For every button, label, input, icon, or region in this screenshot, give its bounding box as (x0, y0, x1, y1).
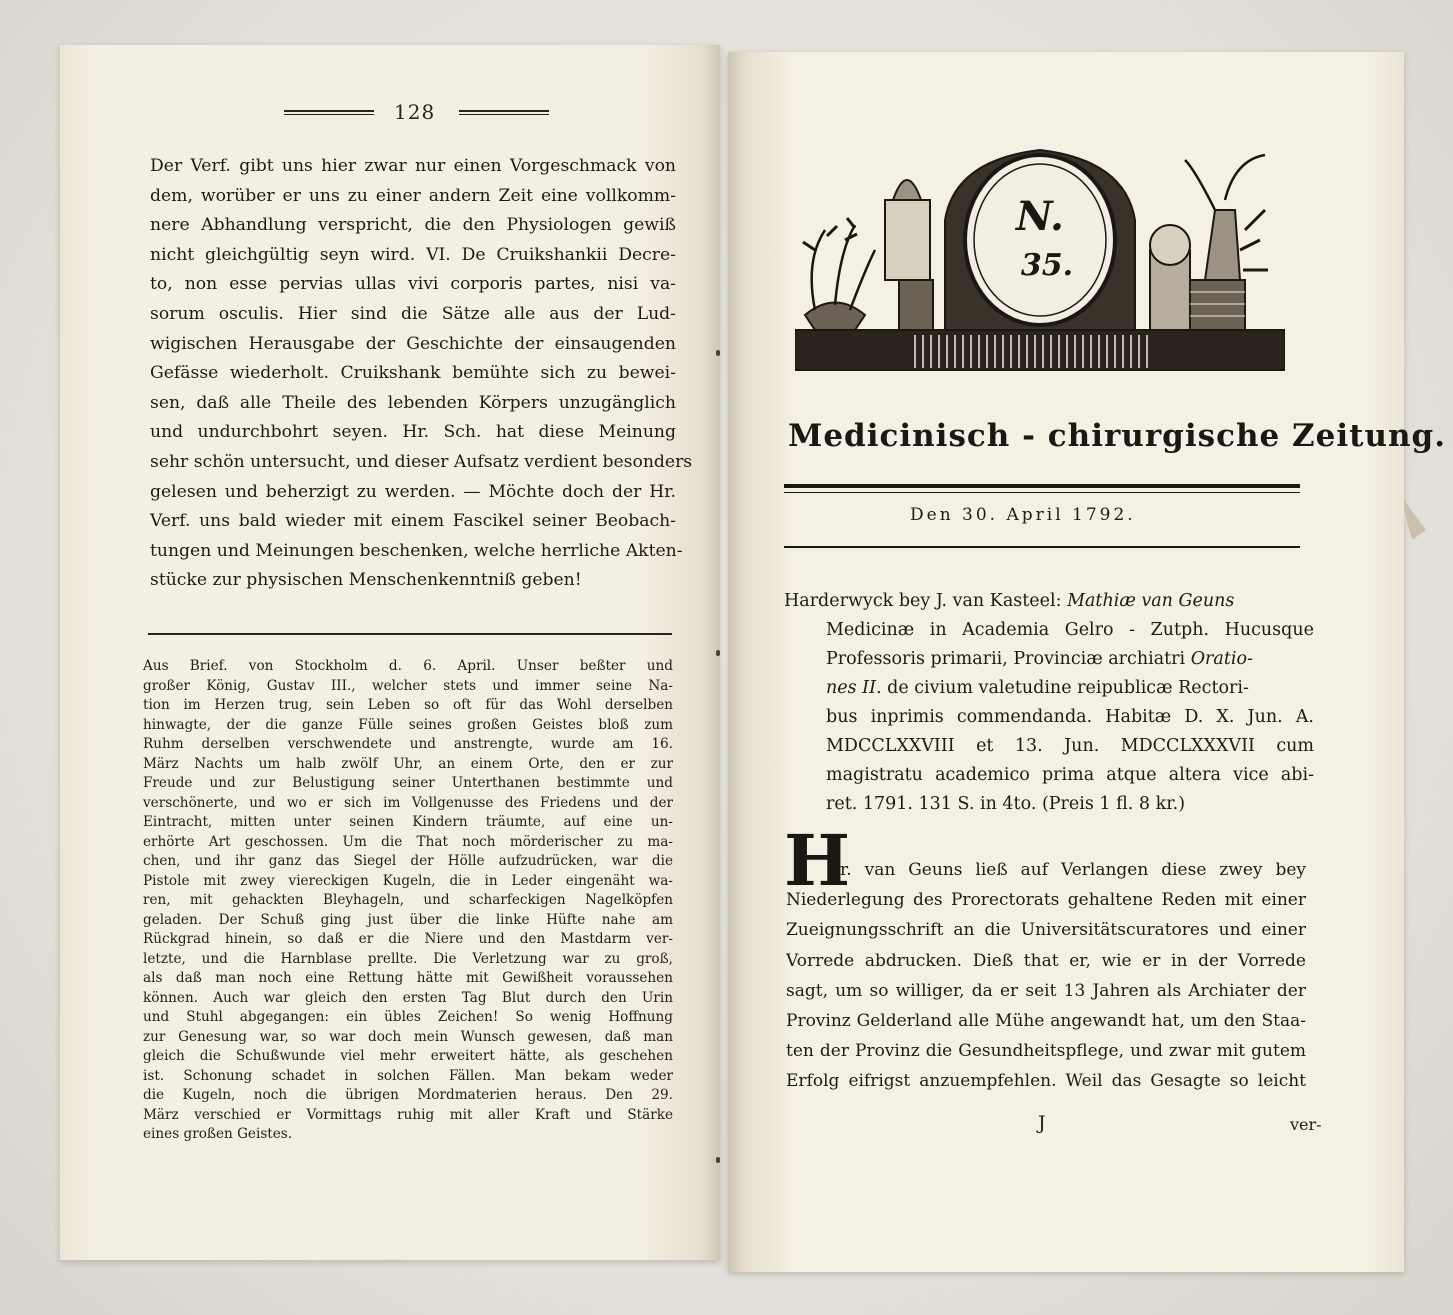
review-heading-line: magistratu academico prima atque altera vice abi- (826, 765, 1314, 785)
issue-number-label: N. (1016, 193, 1064, 240)
text-line: to, non esse pervias ullas vivi corporis partes, nisi va- (150, 274, 676, 295)
text-line: Provinz Gelderland alle Mühe angewandt hat, um den Staa- (786, 1011, 1306, 1032)
notice-line: und Stuhl abgegangen: ein übles Zeichen! So wenig Hoffnung (143, 1009, 673, 1025)
right-body-text (786, 855, 1306, 1097)
notice-line: als daß man noch eine Rettung hätte mit Gewißheit voraussehen (143, 970, 673, 986)
notice-line: verschönerte, und wo er sich im Vollgenusse des Friedens und der (143, 794, 673, 811)
notice-line: gleich die Schußwunde viel mehr erweitert hätte, als geschehen (143, 1048, 673, 1064)
text-line: ten der Provinz die Gesundheitspflege, und zwar mit gutem (786, 1041, 1306, 1062)
header-rule-right (459, 110, 549, 115)
review-heading-line: ret. 1791. 131 S. in 4to. (Preis 1 fl. 8 kr.) (826, 794, 1186, 814)
text-line: sehr schön untersucht, und dieser Aufsatz verdient besonders (150, 451, 693, 472)
title-italic: Oratio- (1190, 649, 1253, 669)
notice-line: ren, mit gehackten Bleyhageln, und scharfeckigen Nagelköpfen (143, 892, 673, 908)
author-name: Mathiæ van Geuns (1067, 591, 1235, 611)
notice-line: Eintracht, mitten unter seinen Kindern träumte, auf eine un- (143, 814, 673, 830)
notice-line: großer König, Gustav III., welcher stets und immer seine Na- (143, 677, 673, 694)
text-line: Vorrede abdrucken. Dieß that er, wie er in der Vorrede (786, 950, 1306, 971)
notice-line: Pistole mit zwey viereckigen Kugeln, die in Leder eingenäht wa- (143, 872, 673, 889)
review-heading-line: Medicinæ in Academia Gelro - Zutph. Hucusque (826, 620, 1314, 640)
notice-line: ist. Schonung schadet in solchen Fällen. Man bekam weder (143, 1067, 673, 1084)
text-line: tungen und Meinungen beschenken, welche herrliche Akten- (150, 540, 683, 561)
text-line: Der Verf. gibt uns hier zwar nur einen Vorgeschmack von (150, 156, 676, 176)
notice-line: letzte, und die Harnblase prellte. Die Verletzung war zu groß, (143, 950, 673, 967)
notice-line: März Nachts um halb zwölf Uhr, an einem Orte, den er zur (143, 755, 673, 772)
text-line: gelesen und beherzigt zu werden. — Möchte doch der Hr. (150, 481, 676, 502)
page-number-header (284, 102, 574, 132)
review-heading-line: Professoris primarii, Provinciæ archiatri (826, 649, 1191, 669)
section-divider (148, 633, 672, 635)
page-tear (1404, 500, 1426, 540)
cartouche-oval (965, 155, 1115, 325)
text-line: stücke zur physischen Menschenkenntniß geben! (150, 570, 582, 591)
text-line: sorum osculis. Hier sind die Sätze alle aus der Lud- (150, 303, 676, 324)
text-line: nicht gleichgültig seyn wird. VI. De Cruikshankii Decre- (150, 244, 676, 265)
masthead-rule-thin (784, 492, 1300, 493)
text-line: dem, worüber er uns zu einer andern Zeit eine vollkomm- (150, 185, 676, 206)
text-line: Verf. uns bald wieder mit einem Fascikel seiner Beobach- (150, 511, 676, 532)
notice-line: können. Auch war gleich den ersten Tag Blut durch den Urin (143, 989, 673, 1006)
apparatus-left (885, 200, 930, 280)
drop-cap: H (784, 819, 851, 902)
review-heading-line: bus inprimis commendanda. Habitæ D. X. Jun. A. (826, 707, 1314, 727)
masthead-title: Medicinisch - chirurgische Zeitung. (788, 418, 1446, 454)
retort-tube (1185, 155, 1265, 210)
binding-thread (716, 350, 720, 356)
notice-line: tion im Herzen trug, sein Leben so oft für das Wohl derselben (143, 697, 673, 713)
notice-line: eines großen Geistes. (143, 1126, 293, 1142)
notice-line: Freude und zur Belustigung seiner Unterthanen bestimmte und (143, 775, 673, 791)
left-body-text (150, 152, 693, 596)
dateline: Den 30. April 1792. (910, 505, 1136, 525)
text-line: Niederlegung des Prorectorats gehaltene Reden mit einer (786, 890, 1306, 911)
vignette-base (795, 330, 1285, 370)
dateline-rule (784, 546, 1300, 548)
notice-line: zur Genesung war, so war doch mein Wunsch gewesen, daß man (143, 1028, 673, 1045)
text-line: sen, daß alle Theile des lebenden Körpers unzugänglich (150, 392, 676, 413)
notice-line: erhörte Art geschossen. Um die That noch mörderischer zu ma- (143, 833, 673, 850)
notice-line: chen, und ihr ganz das Siegel der Hölle aufzudrücken, war die (143, 853, 673, 869)
title-italic: nes II. (826, 678, 882, 698)
text-line: r. van Geuns ließ auf Verlangen diese zwey bey (840, 860, 1306, 880)
notice-line: Rückgrad hinein, so daß er die Niere und den Mastdarm ver- (143, 931, 673, 947)
notice-line: Ruhm derselben verschwendete und anstrengte, wurde am 16. (143, 736, 673, 752)
text-line: und undurchbohrt seyen. Hr. Sch. hat diese Meinung (150, 422, 676, 443)
notice-line: März verschied er Vormittags ruhig mit aller Kraft und Stärke (143, 1106, 673, 1123)
review-heading-line: MDCCLXXVIII et 13. Jun. MDCCLXXXVII cum (826, 736, 1314, 756)
notice-line: geladen. Der Schuß ging just über die linke Hüfte nahe am (143, 911, 673, 928)
issue-number-value: 35. (1020, 248, 1074, 283)
brick-furnace (1190, 280, 1245, 330)
masthead-rule-thick (784, 484, 1300, 488)
text-line: nere Abhandlung verspricht, die den Physiologen gewiß (150, 215, 676, 236)
catchword: ver- (1290, 1115, 1322, 1134)
binding-thread (716, 1157, 720, 1163)
stockholm-notice (143, 657, 673, 1145)
page-number: 128 (394, 100, 436, 124)
text-line: Zueignungsschrift an die Universitätscuratores und einer (786, 920, 1306, 941)
text-line: sagt, um so williger, da er seit 13 Jahren als Archiater der (786, 980, 1306, 1001)
review-heading (784, 587, 1314, 819)
signature-mark: J (1038, 1112, 1046, 1134)
title-vignette (795, 140, 1285, 380)
publisher-imprint: Harderwyck bey J. van Kasteel: (784, 591, 1068, 611)
text-line: Erfolg eifrigst anzuempfehlen. Weil das Gesagte so leicht (786, 1071, 1306, 1092)
text-line: wigischen Herausgabe der Geschichte der einsaugenden (150, 333, 676, 354)
review-heading-line: de civium valetudine reipublicæ Rectori- (881, 678, 1249, 698)
header-rule-left (284, 110, 374, 115)
binding-thread (716, 650, 720, 656)
notice-line: Aus Brief. von Stockholm d. 6. April. Unser beßter und (143, 658, 673, 674)
text-line: Gefässe wiederholt. Cruikshank bemühte sich zu bewei- (150, 363, 676, 384)
notice-line: hinwagte, der die ganze Fülle seines großen Geistes bloß zum (143, 716, 673, 733)
notice-line: die Kugeln, noch die übrigen Mordmaterien heraus. Den 29. (143, 1087, 673, 1103)
